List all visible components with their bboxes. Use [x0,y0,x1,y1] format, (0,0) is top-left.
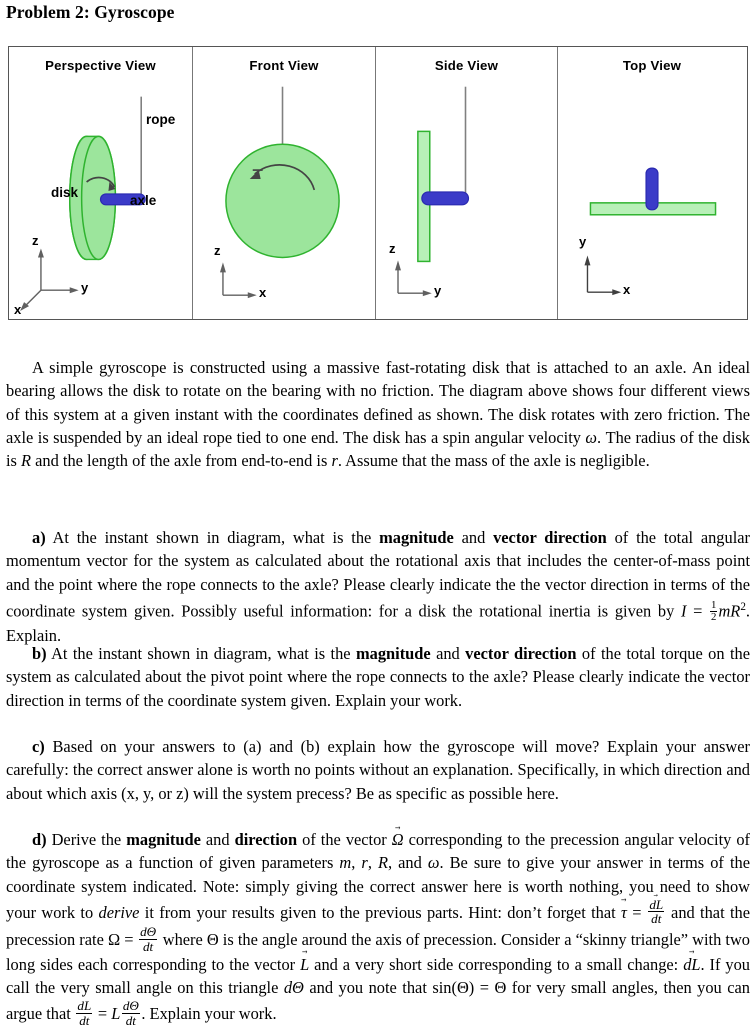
axis-z-arrowhead [38,249,44,258]
side-view-graphic [376,47,557,319]
top-view-graphic [558,47,746,319]
axis-label-y: y [434,283,442,298]
intro-text-d: . Assume that the mass of the axle is negligible. [337,450,650,470]
part-a-bold-vector-direction: vector direction [493,528,607,548]
symbol-r: r [331,450,338,470]
intro-text-b: . The radius of the disk is [6,427,750,470]
symbol-omega-capital-2: Ω [107,930,121,950]
fraction-dL-dt [648,898,664,926]
symbol-r: r [361,853,368,873]
paragraph-intro [6,356,750,471]
part-a-text-4: . Explain. [6,601,750,645]
part-c-text-1: Based on your answers to (a) and (b) explain how the gyroscope will move? Explain your answer carefully: the correct answer alone is worth no points without an explanation. Specifically, in which direction and about which axis (x, y, or z) will the system precess? Be as specific as possible here. [6,737,750,803]
part-d-text-1: Derive the [46,830,127,850]
fraction-dL-dt-2 [76,999,92,1027]
part-d-text-14: and you note that sin(Θ) = Θ for very small angles, then you can argue that [6,978,750,1024]
panel-perspective-view [9,47,193,319]
symbol-L: L [111,1004,121,1024]
part-d-italic-derive: derive [98,902,140,922]
symbol-omega: ω [427,853,440,873]
disk-circle [226,144,339,257]
part-d-label: d) [32,830,47,850]
axis-label-z: z [32,233,39,248]
part-d-text-2: and [200,830,235,850]
panel-side-view [376,47,558,319]
panel-title-top: Top View [622,58,682,73]
axis-label-z: z [214,243,221,258]
symbol-I: I [680,601,687,621]
part-a-text-1: At the instant shown in diagram, what is the [45,528,380,548]
symbol-mR: mR [718,601,741,621]
perspective-view-graphic [9,47,192,319]
symbol-dTheta: dΘ [283,978,304,998]
axis-label-x: x [14,302,22,317]
part-b-text-1: At the instant shown in diagram, what is the [46,644,356,664]
part-b-label: b) [32,644,47,664]
paragraph-part-b [6,642,750,711]
figure-diagram-panels [8,46,748,320]
fraction-numerator: dΘ [140,924,157,940]
part-d-text-9: it from your results given to the previous parts. Hint: don’t forget that [139,902,622,922]
equals-sign-3: = [93,1004,112,1024]
label-axle: axle [130,193,157,208]
equals-sign-2: = [120,930,138,950]
axis-y-arrowhead [423,290,432,296]
fraction-dTheta-dt [139,925,157,953]
symbol-dL-vector: dL → [649,898,663,911]
part-d-text-13: . If you call the very small angle on this triangle [6,955,751,998]
symbol-m: m [339,853,352,873]
part-d-text-5: , [351,853,362,873]
axis-y-arrowhead [584,255,590,265]
fraction-denominator: dt [143,938,154,954]
fraction-denominator: dt [79,1012,90,1028]
axis-label-y: y [579,234,587,249]
part-d-bold-magnitude: magnitude [126,830,201,850]
fraction-numerator: 1 [711,599,717,612]
axis-label-x: x [259,285,267,300]
axis-x-arrowhead [612,289,621,295]
fraction-dTheta-dt-2 [122,999,140,1027]
symbol-tau-vector: τ → [621,901,627,924]
page-title: Problem 2: Gyroscope [6,2,175,22]
symbol-R: R [21,450,32,470]
axis-label-z: z [389,241,396,256]
fraction-denominator: dt [651,911,662,927]
intro-text-a: A simple gyroscope is constructed using a massive fast-rotating disk that is attached to an axle. An ideal bearing allows the disk to rotate on the bearing with no friction. The diagram above shows four different views of this system at a given instant with the coordinates defined as shown. The disk rotates with zero friction. The axle is suspended by an ideal rope tied to one end. The disk has a spin angular velocity [6,358,750,447]
symbol-R: R [377,853,388,873]
symbol-omega: ω [585,427,597,447]
part-c-label: c) [32,737,45,757]
fraction-one-half [710,600,717,624]
panel-title-side: Side View [434,58,499,73]
symbol-omega-capital-vector: Ω → [392,828,404,851]
part-d-text-4: corresponding to the precession angular velocity of the gyroscope as a function of given parameters [6,830,750,873]
panel-top-view [558,47,746,319]
axis-y-arrowhead [70,287,79,293]
symbol-dL-vector-2: dL → [683,953,700,976]
part-d-text-12: and a very short side corresponding to a small change: [309,955,684,975]
part-b-bold-magnitude: magnitude [356,644,431,664]
symbol-L-vector: L → [300,953,309,976]
axle-bar [646,168,658,210]
panel-title-front: Front View [249,58,319,73]
fraction-denominator: 2 [711,611,717,624]
part-b-text-3: of the total torque on the system as calculated about the pivot point where the rope connects to the axle? Please clearly indicate the vector direction in terms of the coordinate system given. Explain your work. [6,644,750,710]
part-a-text-3: of the total angular momentum vector for the system as calculated about the rotational axis that includes the center-of-mass point and the point where the rope connects to the axle? Please clearly indicate the the vector direction in terms of the coordinate system given. Possibly useful information: for a disk the rotational inertia is given by [6,528,750,621]
part-b-text-2: and [430,644,466,664]
axis-label-y: y [81,280,89,295]
equals-sign-1: = [626,902,647,922]
part-a-bold-magnitude: magnitude [379,528,454,548]
part-a-text-2: and [453,528,494,548]
part-d-text-11: where Θ is the angle around the axis of precession. Consider a “skinny triangle” with two long sides each corresponding to the vector [6,930,750,975]
axis-label-x: x [623,282,631,297]
axis-z-arrowhead [395,260,401,270]
label-rope: rope [146,112,176,127]
exponent-two: 2 [740,600,746,613]
axis-x-arrowhead [248,292,257,298]
part-b-bold-vector-direction: vector direction [465,644,577,664]
part-d-text-8: . Be sure to give your answer in terms of the coordinate system indicated. Note: simply giving the correct answer here is worth nothing, you need to show your work to [6,853,750,922]
fraction-numerator: dΘ [122,998,139,1014]
part-d-bold-direction: direction [234,830,298,850]
panel-front-view [193,47,376,319]
part-d-text-10: and that the precession rate [6,902,750,950]
part-d-text-7: , and [388,853,428,873]
part-a-label: a) [32,528,46,548]
paragraph-part-c [6,735,750,804]
axle-bar [422,192,469,205]
part-d-text-3: of the vector [297,830,392,850]
axis-z-arrowhead [220,262,226,272]
fraction-numerator: dL [77,998,92,1014]
front-view-graphic [193,47,375,319]
panel-title-perspective: Perspective View [45,58,156,73]
fraction-denominator: dt [125,1012,136,1028]
part-d-text-15: . Explain your work. [141,1004,277,1024]
fraction-numerator [648,898,664,912]
paragraph-part-d [6,828,750,1027]
label-disk: disk [51,185,79,200]
paragraph-part-a [6,526,750,647]
part-d-text-6: , [367,853,378,873]
intro-text-c: and the length of the axle from end-to-end is [31,450,332,470]
equals-sign: = [686,601,710,621]
